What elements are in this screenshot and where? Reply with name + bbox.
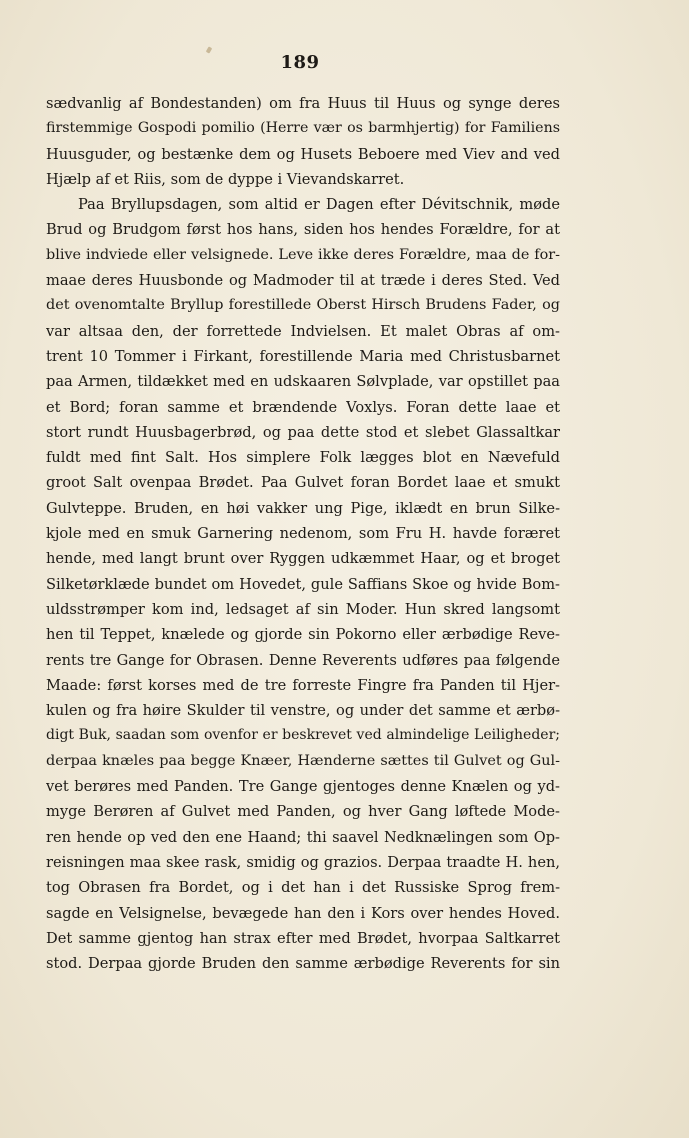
text-line: kulen og fra høire Skulder til venstre, og under det samme et ærbø- [46,702,560,720]
text-line: et Bord; foran samme et brændende Voxlys. Foran dette laae et [46,398,560,416]
text-line: hende, med langt brunt over Ryggen udkæmmet Haar, og et broget [46,550,560,568]
text-line: vet berøres med Panden. Tre Gange gjentoges denne Knælen og yd- [46,778,560,796]
text-line: rents tre Gange for Obrasen. Denne Reverents udføres paa følgende [46,651,560,669]
text-line: derpaa knæles paa begge Knæer, Hænderne sættes til Gulvet og Gul- [46,752,560,769]
text-line: kjole med en smuk Garnering nedenom, som Fru H. havde foræret [46,525,560,543]
text-line: Huusguder, og bestænke dem og Husets Beboere med Viev and ved [46,145,560,163]
page-number: 189 [280,52,320,73]
text-line: uldsstrømper kom ind, ledsaget af sin Moder. Hun skred langsomt [46,600,560,618]
text-line: Paa Bryllupsdagen, som altid er Dagen efter Dévitschnik, møde [78,196,560,214]
text-line: var altsaa den, der forrettede Indvielsen. Et malet Obras af om- [46,322,560,340]
text-line: firstemmige Gospodi pomilio (Herre vær os barmhjertig) for Familiens [46,120,560,137]
text-line: ren hende op ved den ene Haand; thi saavel Nedknælingen som Op- [46,828,560,846]
text-line: myge Berøren af Gulvet med Panden, og hver Gang løftede Mode- [46,803,560,821]
text-line: blive indviede eller velsignede. Leve ikke deres Forældre, maa de for- [46,246,560,263]
text-line: stort rundt Huusbagerbrød, og paa dette stod et slebet Glassaltkar [46,423,560,441]
text-line: reisningen maa skee rask, smidig og grazios. Derpaa traadte H. hen, [46,853,560,871]
text-line: sagde en Velsignelse, bevægede han den i Kors over hendes Hoved. [46,904,560,922]
text-line: sædvanlig af Bondestanden) om fra Huus til Huus og synge deres [46,95,560,112]
text-line: Brud og Brudgom først hos hans, siden hos hendes Forældre, for at [46,221,560,239]
text-line: det ovenomtalte Bryllup forestillede Oberst Hirsch Brudens Fader, og [46,297,560,314]
text-line: Gulvteppe. Bruden, en høi vakker ung Pige, iklædt en brun Silke- [46,499,560,517]
text-line: digt Buk, saadan som ovenfor er beskrevet ved almindelige Leiligheder; [46,727,560,744]
text-line: groot Salt ovenpaa Brødet. Paa Gulvet foran Bordet laae et smukt [46,474,560,492]
text-line: fuldt med fint Salt. Hos simplere Folk lægges blot en Nævefuld [46,449,560,467]
text-line: trent 10 Tommer i Firkant, forestillende Maria med Christusbarnet [46,347,560,365]
text-line: paa Armen, tildækket med en udskaaren Sølvplade, var opstillet paa [46,373,560,391]
text-line: hen til Teppet, knælede og gjorde sin Pokorno eller ærbødige Reve- [46,626,560,644]
text-line: Det samme gjentog han strax efter med Brødet, hvorpaa Saltkarret [46,929,560,947]
text-line: stod. Derpaa gjorde Bruden den samme ærbødige Reverents for sin [46,955,560,973]
text-line: tog Obrasen fra Bordet, og i det han i det Russiske Sprog frem- [46,879,560,897]
text-line: Silketørklæde bundet om Hovedet, gule Saffians Skoe og hvide Bom- [46,575,560,593]
text-line: Hjælp af et Riis, som de dyppe i Vievandskarret. [46,170,405,188]
text-line: maae deres Huusbonde og Madmoder til at træde i deres Sted. Ved [46,272,560,290]
body-text [46,91,560,976]
text-line: Maade: først korses med de tre forreste Fingre fra Panden til Hjer- [46,676,560,694]
